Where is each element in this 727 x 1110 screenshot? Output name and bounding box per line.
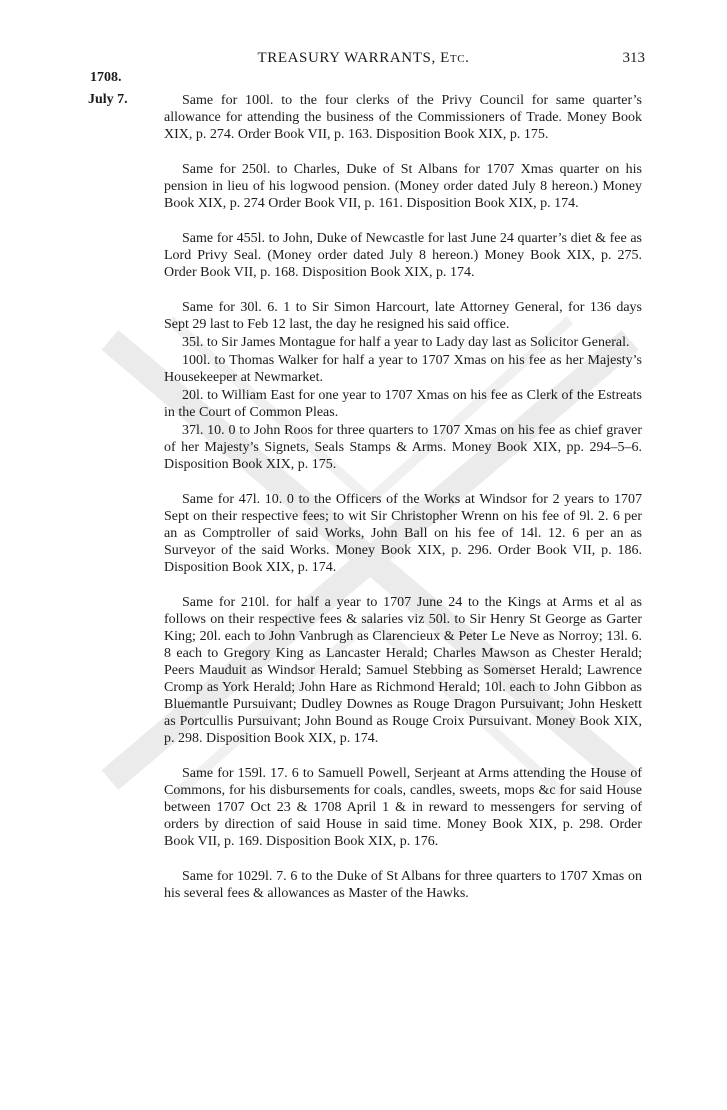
entry-text: Same for 210l. for half a year to 1707 June 24 to the Kings at Arms et al as follows on their respective fees & salaries viz 50l. to Sir Henry St George as Garter King; 20l. each to John Vanbrugh as Clarencieux & Peter Le Neve as Norroy; 13l. 6. 8 each to Gregory King as Lancaster Herald; Charles Mawson as Chester Herald; Peers Mauduit as Windsor Herald; Samuel Stebbing as Somerset Herald; Lawrence Cromp as York Herald; John Hare as Richmond Herald; 10l. each to John Gibbon as Bluemantle Pursuivant; Dudley Downes as Rouge Dragon Pursuivant; John Heskett as Portcullis Pursuivant; John Bound as Rouge Croix Pursuivant. Money Book XIX, p. 298. Disposition Book XIX, p. 174.	[164, 595, 642, 746]
margin-date: July 7.	[88, 92, 128, 107]
running-header	[0, 46, 727, 70]
entry-text: 100l. to Thomas Walker for half a year to 1707 Xmas on his fee as her Majesty’s Housekeeper at Newmarket.	[164, 353, 642, 385]
entry-text: Same for 159l. 17. 6 to Samuell Powell, Serjeant at Arms attending the House of Commons, for his disbursements for coals, candles, sweets, mops &c for said House between 1707 Oct 23 & 1708 April 1 & in reward to messengers for serving of orders by direction of said House in said time. Money Book XIX, p. 298. Order Book VII, p. 169. Disposition Book XIX, p. 176.	[164, 766, 642, 849]
entry-duke-newcastle	[164, 230, 642, 281]
entry-works-windsor	[164, 491, 642, 576]
entry-fees-group	[164, 299, 642, 473]
entry-text: 35l. to Sir James Montague for half a year to Lady day last as Solicitor General.	[182, 335, 630, 350]
entry-text: Same for 30l. 6. 1 to Sir Simon Harcourt, late Attorney General, for 136 days Sept 29 last to Feb 12 last, the day he resigned his said office.	[164, 300, 642, 332]
entry-text: 20l. to William East for one year to 1707 Xmas on his fee as Clerk of the Estreats in the Court of Common Pleas.	[164, 388, 642, 420]
page-title: TREASURY WARRANTS, Etc.	[257, 50, 470, 66]
entry-master-of-hawks	[164, 868, 642, 902]
entry-text: Same for 1029l. 7. 6 to the Duke of St Albans for three quarters to 1707 Xmas on his several fees & allowances as Master of the Hawks.	[164, 869, 642, 901]
entry-text: Same for 250l. to Charles, Duke of St Albans for 1707 Xmas quarter on his pension in lieu of his logwood pension. (Money order dated July 8 hereon.) Money Book XIX, p. 274 Order Book VII, p. 161. Disposition Book XIX, p. 174.	[164, 162, 642, 211]
warrant-entries	[164, 92, 642, 920]
entry-text: Same for 47l. 10. 0 to the Officers of the Works at Windsor for 2 years to 1707 Sept on their respective fees; to wit Sir Christopher Wrenn on his fee of 9l. 2. 6 per an as Comptroller of said Works, John Ball on his fee of 14l. 12. 6 per an as Surveyor of the said Works. Money Book XIX, p. 296. Order Book VII, p. 186. Disposition Book XIX, p. 174.	[164, 492, 642, 575]
entry-text: 37l. 10. 0 to John Roos for three quarters to 1707 Xmas on his fee as chief graver of her Majesty’s Signets, Seals Stamps & Arms. Money Book XIX, pp. 294–5–6. Disposition Book XIX, p. 175.	[164, 423, 642, 472]
entry-serjeant-at-arms	[164, 765, 642, 850]
entry-duke-st-albans-pension	[164, 161, 642, 212]
entry-kings-at-arms	[164, 594, 642, 747]
entry-privy-council-clerks	[164, 92, 642, 143]
page-number: 313	[622, 50, 645, 66]
entry-text: Same for 455l. to John, Duke of Newcastle for last June 24 quarter’s diet & fee as Lord Privy Seal. (Money order dated July 8 hereon.) Money Book XIX, p. 275. Order Book VII, p. 168. Disposition Book XIX, p. 174.	[164, 231, 642, 280]
entry-text: Same for 100l. to the four clerks of the Privy Council for same quarter’s allowance for attending the business of the Commissioners of Trade. Money Book XIX, p. 274. Order Book VII, p. 163. Disposition Book XIX, p. 175.	[164, 93, 642, 142]
margin-year: 1708.	[90, 70, 122, 85]
